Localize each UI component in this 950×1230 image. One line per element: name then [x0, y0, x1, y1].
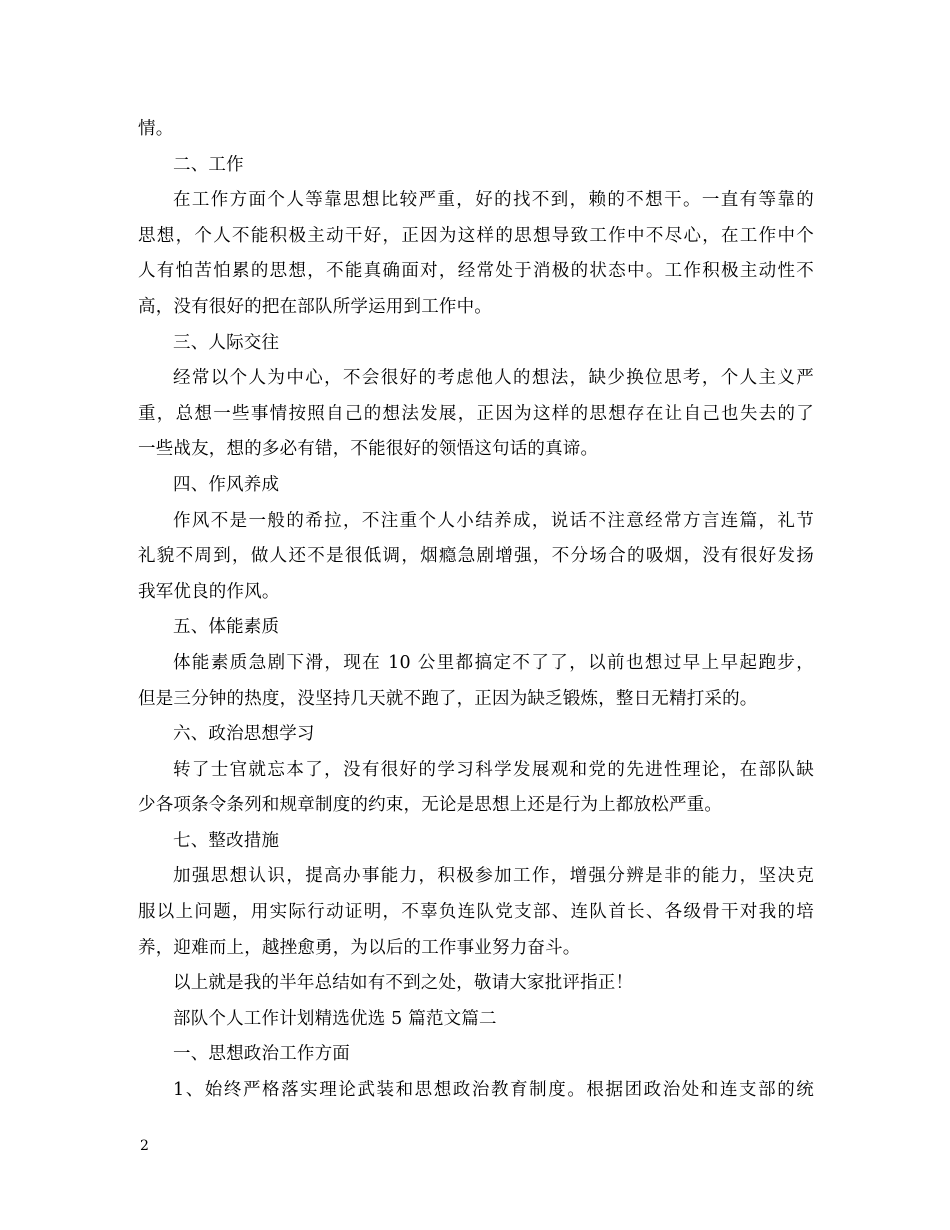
text-line: 经常以个人为中心，不会很好的考虑他人的想法，缺少换位思考，个人主义严	[173, 368, 814, 389]
text-line: 高，没有很好的把在部队所学运用到工作中。	[138, 296, 492, 317]
text-line: 七、整改措施	[173, 830, 280, 851]
text-line: 重，总想一些事情按照自己的想法发展，正因为这样的思想存在让自己也失去的了	[138, 403, 814, 424]
text-line: 1、始终严格落实理论武装和思想政治教育制度。根据团政治处和连支部的统	[173, 1080, 814, 1101]
text-line: 一些战友，想的多必有错，不能很好的领悟这句话的真谛。	[138, 439, 599, 460]
text-line: 四、作风养成	[173, 474, 280, 495]
text-line: 一、思想政治工作方面	[173, 1044, 350, 1065]
text-line: 少各项条令条列和规章制度的约束，无论是思想上还是行为上都放松严重。	[138, 795, 723, 816]
text-line: 养，迎难而上，越挫愈勇，为以后的工作事业努力奋斗。	[138, 937, 581, 958]
text-line: 六、政治思想学习	[173, 724, 315, 745]
text-line: 礼貌不周到，做人还不是很低调，烟瘾急剧增强，不分场合的吸烟，没有很好发扬	[138, 546, 814, 567]
text-line: 三、人际交往	[173, 332, 280, 353]
document-body	[138, 112, 814, 1109]
page-number: 2	[140, 1138, 149, 1154]
text-line: 我军优良的作风。	[138, 581, 280, 602]
text-line: 以上就是我的半年总结如有不到之处，敬请大家批评指正！	[173, 973, 634, 994]
text-line: 转了士官就忘本了，没有很好的学习科学发展观和党的先进性理论，在部队缺	[173, 759, 814, 780]
text-line: 情。	[138, 119, 174, 139]
text-line: 部队个人工作计划精选优选 5 篇范文篇二	[173, 1008, 497, 1029]
text-line: 体能素质急剧下滑，现在 10 公里都搞定不了了，以前也想过早上早起跑步，	[173, 652, 814, 673]
text-line: 五、体能素质	[173, 617, 280, 638]
text-line: 人有怕苦怕累的思想，不能真确面对，经常处于消极的状态中。工作积极主动性不	[138, 261, 814, 282]
text-line: 服以上问题，用实际行动证明，不辜负连队党支部、连队首长、各级骨干对我的培	[138, 902, 814, 923]
text-line: 加强思想认识，提高办事能力，积极参加工作，增强分辨是非的能力，坚决克	[173, 866, 814, 887]
text-line: 在工作方面个人等靠思想比较严重，好的找不到，赖的不想干。一直有等靠的	[173, 190, 814, 211]
text-line: 二、工作	[173, 154, 244, 175]
text-line: 思想，个人不能积极主动干好，正因为这样的思想导致工作中不尽心，在工作中个	[138, 225, 814, 246]
text-line: 作风不是一般的希拉，不注重个人小结养成，说话不注意经常方言连篇，礼节	[173, 510, 814, 531]
text-line: 但是三分钟的热度，没坚持几天就不跑了，正因为缺乏锻炼，整日无精打采的。	[138, 688, 758, 709]
